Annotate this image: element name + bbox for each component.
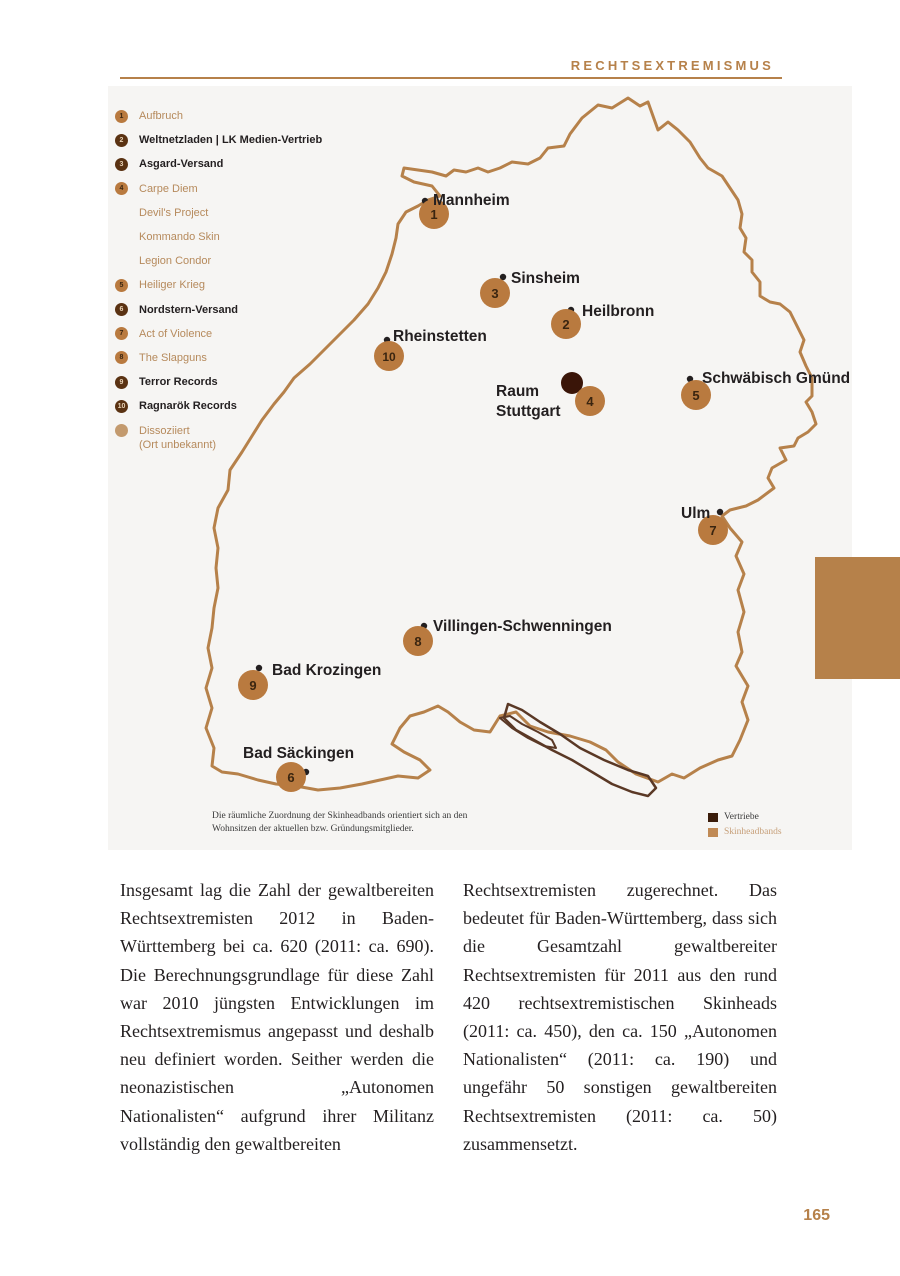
city-label-sinsheim: Sinsheim	[511, 270, 580, 287]
svg-text:6: 6	[287, 770, 295, 785]
legend-label: Aufbruch	[139, 110, 184, 123]
legend-item	[115, 104, 375, 128]
map-key	[708, 810, 782, 840]
marker-sinsheim	[480, 278, 510, 308]
svg-text:7: 7	[709, 523, 717, 538]
legend-label: Carpe Diem	[139, 182, 198, 195]
body-text-right: Rechtsextremisten zugerechnet. Das bedeutet für Baden-Württemberg, dass sich die Gesamtzahl gewaltbereiter Rechtsextremisten für 2011 aus den rund 420 rechtsextremistischen Skinheads (2011: ca. 450), den ca. 150 „Autonomen Nationalisten“ (2011: ca. 190) und ungefähr 50 sonstigen gewaltbereiten Rechtsextremisten (2011: ca. 50) zusammensetzt.	[463, 880, 777, 1154]
svg-text:4: 4	[586, 394, 594, 409]
legend-item	[115, 152, 375, 176]
legend-label: Ragnarök Records	[139, 400, 237, 413]
map-caption	[212, 810, 572, 836]
marker-rheinstetten	[374, 341, 404, 371]
legend-item	[115, 322, 375, 346]
legend-item	[115, 394, 375, 418]
legend-label: Kommando Skin	[139, 231, 220, 244]
key-row-vertrieb	[708, 810, 782, 825]
key-swatch	[708, 828, 718, 837]
city-label-bad-krozingen: Bad Krozingen	[272, 662, 382, 679]
legend-item	[115, 273, 375, 297]
legend-item	[115, 225, 375, 249]
city-label-ulm: Ulm	[681, 505, 711, 522]
legend-label: Dissoziiert	[139, 424, 190, 437]
key-row-band	[708, 825, 782, 840]
svg-text:1: 1	[430, 207, 438, 222]
svg-text:5: 5	[692, 388, 700, 403]
legend-number: 5	[115, 279, 128, 292]
key-label: Skinheadbands	[724, 827, 782, 837]
key-swatch	[708, 813, 718, 822]
svg-text:10: 10	[382, 350, 396, 364]
legend-label: Heiliger Krieg	[139, 279, 206, 292]
city-label-mannheim: Mannheim	[433, 192, 510, 209]
city-label-raum: Raum	[496, 383, 540, 400]
legend-number: 7	[115, 327, 128, 340]
marker-bad-krozingen	[238, 670, 268, 700]
key-label: Vertriebe	[724, 812, 759, 822]
legend-item	[115, 128, 375, 152]
legend-number: 1	[115, 110, 128, 123]
legend-number: 6	[115, 303, 128, 316]
map-caption-line: Die räumliche Zuordnung der Skinheadbands orientiert sich an den	[212, 811, 468, 821]
svg-text:9: 9	[249, 678, 257, 693]
legend-item	[115, 298, 375, 322]
legend-item	[115, 370, 375, 394]
marker-stuttgart	[575, 386, 605, 416]
page-number: 165	[803, 1207, 830, 1224]
legend-number: 8	[115, 351, 128, 364]
legend-label: Terror Records	[139, 376, 218, 389]
legend-label: Act of Violence	[139, 327, 213, 340]
city-dot-ulm	[717, 509, 723, 515]
city-dot-bad-krozingen	[256, 665, 262, 671]
marker-bad-saeckingen	[276, 762, 306, 792]
map-legend	[115, 104, 375, 451]
legend-item	[115, 249, 375, 273]
legend-note: (Ort unbekannt)	[139, 438, 217, 451]
city-label-villingen: Villingen-Schwenningen	[433, 618, 612, 635]
city-label-rheinstetten: Rheinstetten	[393, 328, 487, 345]
legend-label: Devil's Project	[139, 206, 209, 219]
legend-item	[115, 201, 375, 225]
legend-number: 2	[115, 134, 128, 147]
legend-item	[115, 177, 375, 201]
running-head: RECHTSEXTREMISMUS	[570, 58, 774, 73]
svg-text:8: 8	[414, 634, 422, 649]
svg-text:2: 2	[562, 317, 570, 332]
marker-heilbronn	[551, 309, 581, 339]
legend-number: 3	[115, 158, 128, 171]
marker-villingen	[403, 626, 433, 656]
legend-number: 4	[115, 182, 128, 195]
legend-number: 10	[115, 400, 128, 413]
legend-label: Weltnetzladen | LK Medien-Vertrieb	[139, 134, 323, 147]
legend-label: Asgard-Versand	[139, 158, 224, 171]
city-label-stuttgart: Stuttgart	[496, 403, 561, 420]
legend-number: 9	[115, 376, 128, 389]
legend-label: The Slapguns	[139, 351, 207, 364]
body-text-left: Insgesamt lag die Zahl der gewaltbereiten Rechtsextremisten 2012 in Baden-Württemberg bei ca. 620 (2011: ca. 690). Die Berechnungsgrundlage für diese Zahl war 2010 jüngsten Entwicklungen im Rechtsextremismus angepasst und deshalb neu definiert worden. Seither werden die neonazistischen „Autonomen Nationalisten“ aufgrund ihrer Militanz vollständig den gewaltbereiten	[120, 880, 434, 1154]
side-tab-marker	[815, 557, 900, 679]
legend-number	[115, 424, 128, 437]
city-label-bad-saeckingen: Bad Säckingen	[243, 745, 355, 762]
city-label-heilbronn: Heilbronn	[582, 303, 655, 320]
legend-item	[115, 346, 375, 370]
city-label-schwaebisch-gmuend: Schwäbisch Gmünd	[702, 370, 851, 387]
lake-bodensee	[504, 704, 656, 796]
legend-label: Nordstern-Versand	[139, 303, 239, 316]
svg-text:3: 3	[491, 286, 499, 301]
legend-label: Legion Condor	[139, 255, 212, 268]
map-caption-line: Wohnsitzen der aktuellen bzw. Gründungsmitglieder.	[212, 824, 414, 834]
